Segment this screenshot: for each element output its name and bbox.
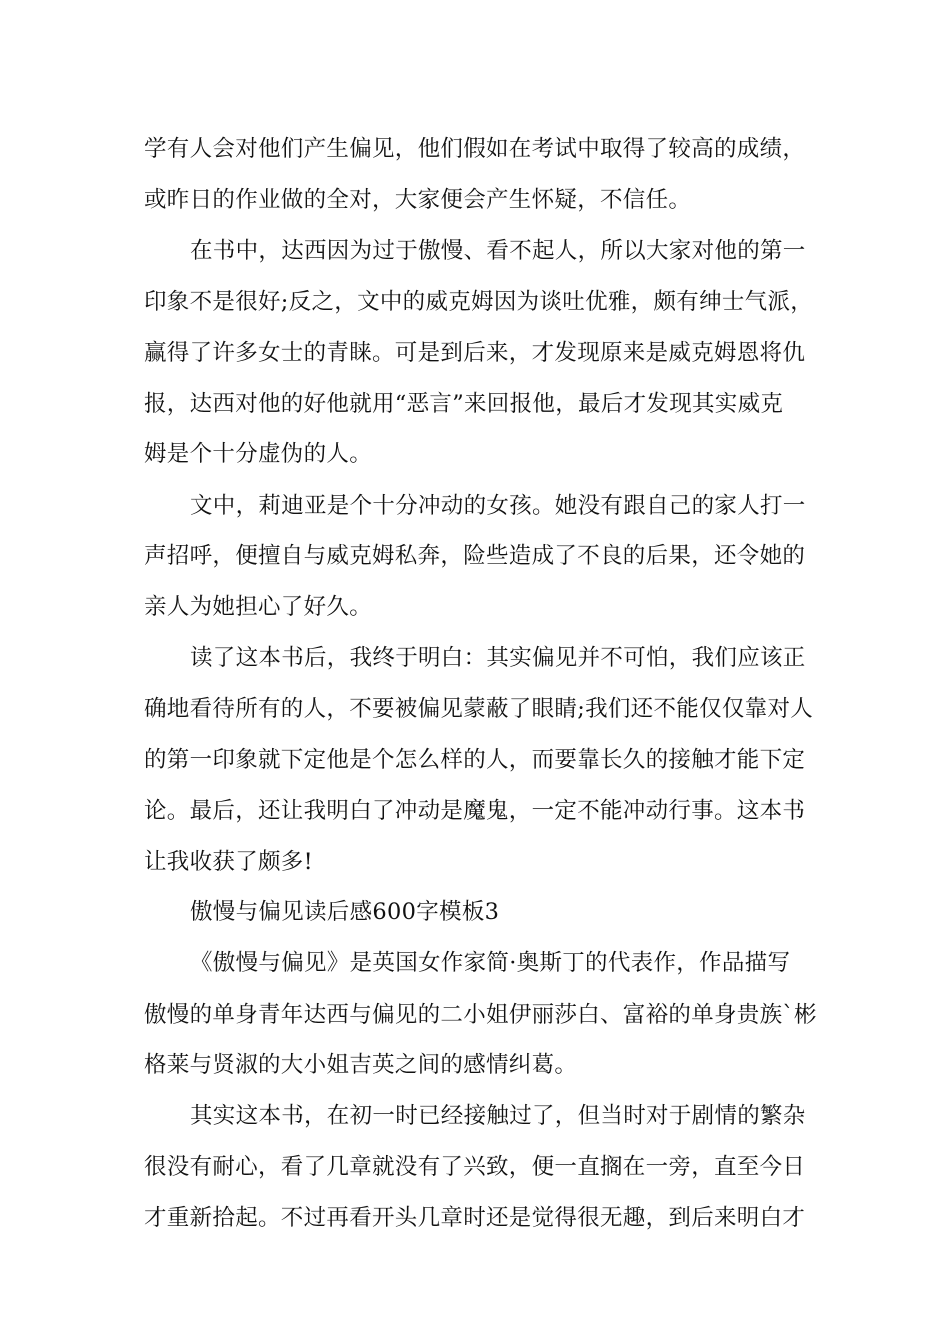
paragraph-line: 的第一印象就下定他是个怎么样的人，而要靠长久的接触才能下定 (144, 747, 806, 773)
section-heading: 傲慢与偏见读后感600字模板3 (190, 899, 500, 925)
paragraph-line: 让我收获了颇多! (144, 849, 313, 875)
paragraph-line: 或昨日的作业做的全对，大家便会产生怀疑，不信任。 (144, 187, 692, 213)
paragraph-line: 确地看待所有的人，不要被偏见蒙蔽了眼睛;我们还不能仅仅靠对人 (144, 696, 814, 722)
paragraph-line: 读了这本书后，我终于明白：其实偏见并不可怕，我们应该正 (190, 645, 806, 671)
paragraph-line: 《傲慢与偏见》是英国女作家简·奥斯丁的代表作，作品描写 (190, 950, 791, 976)
paragraph-line: 姆是个十分虚伪的人。 (144, 441, 373, 467)
paragraph-line: 学有人会对他们产生偏见，他们假如在考试中取得了较高的成绩， (144, 136, 806, 162)
paragraph-line: 印象不是很好;反之，文中的威克姆因为谈吐优雅，颇有绅士气派， (144, 289, 814, 315)
paragraph-line: 声招呼，便擅自与威克姆私奔，险些造成了不良的后果，还令她的 (144, 543, 806, 569)
paragraph-line: 赢得了许多女士的青睐。可是到后来，才发现原来是威克姆恩将仇 (144, 340, 806, 366)
paragraph-line: 文中，莉迪亚是个十分冲动的女孩。她没有跟自己的家人打一 (190, 493, 806, 519)
paragraph-line: 傲慢的单身青年达西与偏见的二小姐伊丽莎白、富裕的单身贵族`彬 (144, 1002, 817, 1028)
paragraph-line: 才重新拾起。不过再看开头几章时还是觉得很无趣，到后来明白才 (144, 1205, 806, 1231)
paragraph-line: 格莱与贤淑的大小姐吉英之间的感情纠葛。 (144, 1052, 578, 1078)
paragraph-line: 报，达西对他的好他就用“恶言”来回报他，最后才发现其实威克 (144, 391, 784, 417)
paragraph-line: 很没有耐心，看了几章就没有了兴致，便一直搁在一旁，直至今日 (144, 1154, 806, 1180)
paragraph-line: 论。最后，还让我明白了冲动是魔鬼，一定不能冲动行事。这本书 (144, 798, 806, 824)
paragraph-line: 亲人为她担心了好久。 (144, 594, 373, 620)
paragraph-line: 在书中，达西因为过于傲慢、看不起人，所以大家对他的第一 (190, 238, 806, 264)
paragraph-line: 其实这本书，在初一时已经接触过了，但当时对于剧情的繁杂 (190, 1103, 806, 1129)
